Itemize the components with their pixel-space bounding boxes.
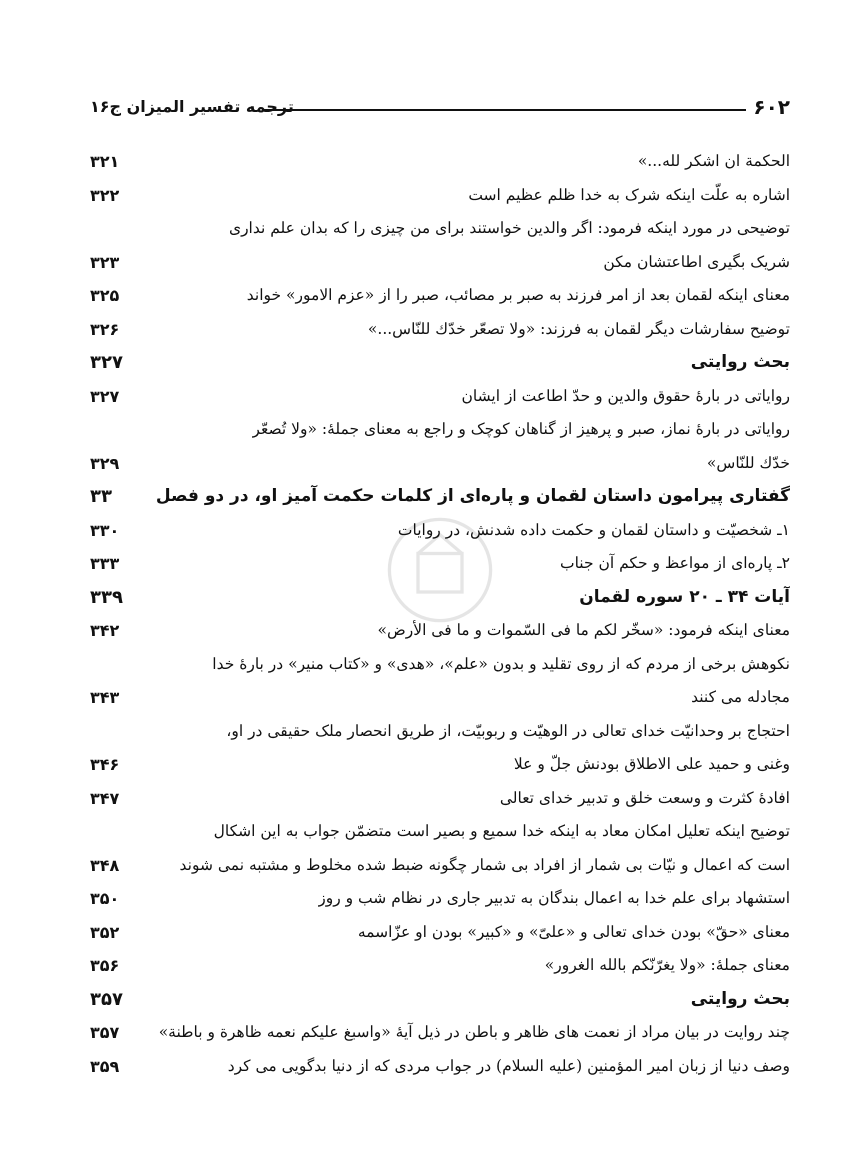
toc-section-heading: [90, 480, 790, 514]
toc-entry-text: توضیح سفارشات دیگر لقمان به فرزند: «ولا تصعّر خدّك للنّاس...»: [367, 319, 790, 338]
toc-entry-text: معنای اینکه فرمود: «سخّر لکم ما فی السّموات و ما فی الأرض»: [377, 621, 790, 639]
toc-entry: [90, 882, 790, 916]
table-of-contents: [90, 145, 790, 1083]
toc-entry-page: ۳۵۹: [90, 1056, 120, 1076]
toc-entry: [90, 1016, 790, 1050]
toc-entry-text: معنای اینکه لقمان بعد از امر فرزند به صبر بر مصائب، صبر را از «عزم الامور» خواند: [246, 286, 790, 304]
toc-entry-page: ۳۴۳: [90, 688, 120, 707]
toc-entry-page: ۳۲۷: [90, 352, 123, 373]
toc-entry-page: ۳۲۷: [90, 386, 120, 406]
toc-entry-page: ۳۲۶: [90, 319, 120, 339]
toc-entry: [90, 145, 790, 179]
toc-entry-page: ۳۵۶: [90, 956, 120, 975]
toc-entry: [90, 681, 790, 715]
toc-entry-text: چند روایت در بیان مراد از نعمت های ظاهر و باطن در ذیل آیهٔ «واسبغ علیکم نعمه ظاهرة و باطنة»: [158, 1023, 790, 1041]
page-header: [90, 95, 790, 125]
toc-entry-text: شریک بگیری اطاعتشان مکن: [603, 252, 790, 271]
toc-entry-text: معنای جملهٔ: «ولا یغرّنّکم بالله الغرور»: [544, 956, 790, 974]
toc-entry: [90, 782, 790, 816]
toc-entry-page: ۳۵۷: [90, 988, 123, 1010]
toc-entry-text: ۲ـ پاره‌ای از مواعظ و حکم آن جناب: [559, 554, 790, 572]
toc-entry: [90, 1050, 790, 1084]
toc-entry: [90, 380, 790, 414]
toc-entry: [90, 547, 790, 581]
toc-entry-page: ۳۳۳: [90, 554, 120, 573]
toc-entry-page: ۳۲۲: [90, 185, 120, 205]
toc-entry-page: ۳۴۷: [90, 788, 120, 808]
toc-entry-text: ۱ـ شخصیّت و داستان لقمان و حکمت داده شدنش، در روایات: [397, 520, 790, 539]
toc-entry-text: اشاره به علّت اینکه شرک به خدا ظلم عظیم است: [468, 185, 790, 204]
toc-entry-text: احتجاج بر وحدانیّت خدای تعالی در الوهیّت و ربوبیّت، از طریق انحصار ملک حقیقی در او،: [226, 721, 790, 740]
toc-entry: [90, 313, 790, 347]
toc-entry-page: ۳۴۸: [90, 855, 120, 875]
toc-entry-text: نکوهش برخی از مردم که از روی تقلید و بدون «علم»، «هدی» و «کتاب منیر» در بارهٔ خدا: [212, 654, 790, 673]
toc-entry-text: مجادله می کنند: [691, 688, 790, 706]
toc-entry-text: توضیح اینکه تعلیل امکان معاد به اینکه خدا سمیع و بصیر است متضمّن جواب به این اشکال: [213, 822, 790, 840]
toc-entry: [90, 279, 790, 313]
toc-entry: [90, 514, 790, 548]
toc-entry-page: ۳۴۲: [90, 621, 120, 640]
toc-entry-text: وصف دنیا از زبان امیر المؤمنین (علیه السلام) در جواب مردی که از دنیا بدگویی می کرد: [227, 1056, 790, 1075]
toc-entry-text: بحث روایتی: [690, 988, 790, 1009]
toc-entry-text: بحث روایتی: [690, 352, 790, 372]
toc-entry-page: ۳۳: [90, 486, 112, 507]
toc-entry: [90, 246, 790, 280]
toc-section-heading: [90, 581, 790, 615]
toc-entry-page: ۳۲۵: [90, 286, 120, 305]
toc-entry: [90, 212, 790, 246]
toc-entry-page: ۳۴۶: [90, 755, 120, 774]
toc-entry: [90, 849, 790, 883]
toc-entry-page: ۳۲۹: [90, 453, 120, 473]
toc-entry: [90, 648, 790, 682]
book-title: ترجمه تفسیر المیزان ج۱۶: [90, 97, 294, 116]
scan-mark: [400, 0, 408, 6]
toc-entry: [90, 447, 790, 481]
toc-entry: [90, 614, 790, 648]
toc-entry: [90, 748, 790, 782]
toc-entry-page: ۳۳۹: [90, 586, 123, 608]
toc-entry-text: روایاتی در بارهٔ حقوق والدین و حدّ اطاعت از ایشان: [461, 386, 790, 405]
toc-entry-page: ۳۲۱: [90, 152, 120, 171]
toc-entry-text: گفتاری پیرامون داستان لقمان و پاره‌ای از کلمات حکمت آمیز او، در دو فصل: [155, 486, 790, 506]
header-rule: [262, 109, 746, 111]
toc-entry-text: است که اعمال و نیّات بی شمار از افراد بی شمار چگونه ضبط شده مخلوط و مشتبه نمی شوند: [179, 855, 790, 874]
toc-entry-text: روایاتی در بارهٔ نماز، صبر و پرهیز از گناهان کوچک و راجع به معنای جملهٔ: «ولا تُصعّر: [252, 420, 790, 438]
toc-entry: [90, 815, 790, 849]
toc-entry: [90, 916, 790, 950]
toc-entry-page: ۳۳۰: [90, 520, 120, 540]
toc-entry-text: خدّك للنّاس»: [706, 453, 790, 472]
toc-entry-text: معنای «حقّ» بودن خدای تعالی و «علیّ» و «کبیر» بودن او عزّاسمه: [357, 922, 790, 941]
toc-entry-page: ۳۵۷: [90, 1023, 120, 1042]
toc-entry-text: استشهاد برای علم خدا به اعمال بندگان به تدبیر جاری در نظام شب و روز: [318, 889, 790, 907]
toc-section-heading: [90, 983, 790, 1017]
toc-entry-page: ۳۲۳: [90, 252, 120, 272]
toc-entry-text: آیات ۳۴ ـ ۲۰ سوره لقمان: [579, 586, 790, 607]
toc-entry: [90, 179, 790, 213]
toc-entry: [90, 949, 790, 983]
page-number: ۶۰۲: [753, 95, 790, 119]
toc-entry: [90, 715, 790, 749]
toc-entry: [90, 413, 790, 447]
toc-entry-page: ۳۵۲: [90, 922, 120, 942]
toc-entry-text: توضیحی در مورد اینکه فرمود: اگر والدین خواستند برای من چیزی را که بدان علم نداری: [228, 219, 790, 237]
toc-entry-text: وغنی و حمید علی الاطلاق بودنش جلّ و علا: [513, 755, 790, 773]
toc-entry-text: افادهٔ کثرت و وسعت خلق و تدبیر خدای تعالی: [499, 788, 790, 807]
toc-section-heading: [90, 346, 790, 380]
toc-entry-text: الحکمة ان اشکر لله...»: [637, 152, 790, 170]
toc-entry-page: ۳۵۰: [90, 889, 120, 908]
